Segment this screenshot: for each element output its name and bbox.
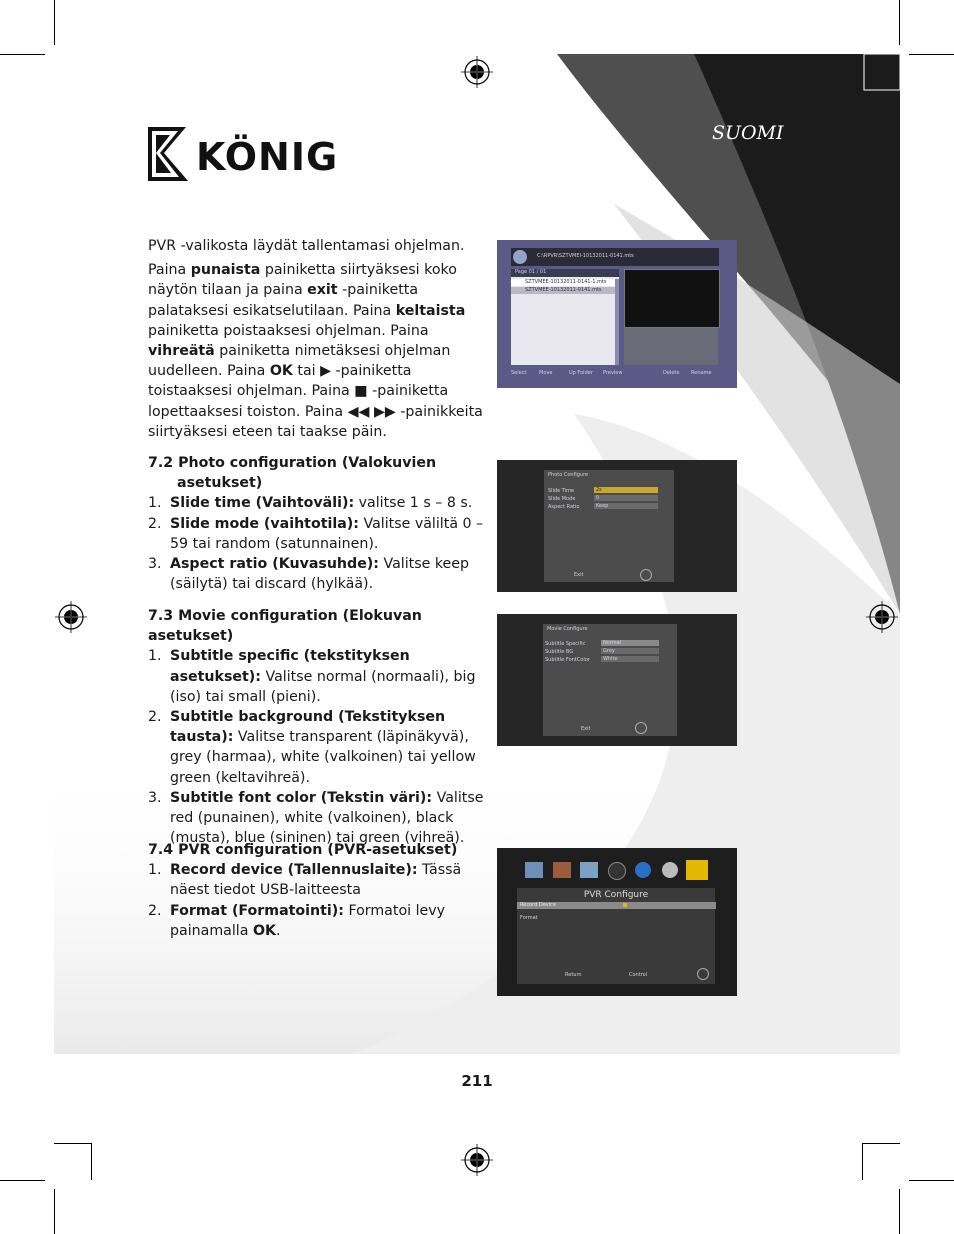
section-photo-config — [148, 453, 493, 594]
movie-config-screenshot — [497, 614, 737, 746]
file-list — [511, 269, 619, 365]
slide-mode-value: 0 — [594, 495, 658, 501]
path-text: C:\RPVR\SZTVMEI-10132011-0141.mts — [537, 253, 634, 259]
page-number: 211 — [461, 1072, 493, 1090]
panel-title: Photo Configure — [548, 472, 589, 478]
section-movie-config — [148, 606, 488, 848]
list-item: 2. Slide mode (vaihtotila): Valitse väliltä 0 – 59 tai random (satunnainen). — [148, 515, 484, 552]
list-item: 2. Format (Formatointi): Formatoi levy painamalla OK. — [148, 902, 446, 939]
crop-mark — [899, 0, 900, 45]
intro-p1: PVR -valikosta läydät tallentamasi ohjelman. — [148, 238, 465, 254]
footer-return: Return — [565, 972, 582, 978]
folder-icon — [513, 250, 527, 264]
info-panel — [624, 328, 718, 365]
list-item: 3. Subtitle font color (Tekstin väri): Valitse red (punainen), white (valkoinen), black (musta), blue (sininen) tai green (vihreä). — [148, 789, 484, 847]
subtitle-specific-value: Normal — [601, 640, 659, 646]
crop-mark — [0, 1180, 45, 1181]
crop-mark — [54, 0, 55, 45]
clock-icon — [608, 862, 626, 880]
footer-hints: Select Move Up Folder Preview Delete Rename — [511, 370, 712, 376]
intro-text — [148, 236, 493, 446]
footer-exit: Exit — [581, 726, 591, 732]
crop-mark — [862, 1143, 863, 1180]
config-panel: Photo Configure Slide Time 2s Slide Mode 0 Aspect Ratio Keep Exit — [544, 470, 674, 582]
list-item: 1. Record device (Tallennuslaite): Tässä näest tiedot USB-laitteesta — [148, 862, 462, 899]
scrollbar — [615, 279, 619, 365]
subtitle-fontcolor-value: White — [601, 656, 659, 662]
globe-icon — [635, 862, 651, 878]
crop-mark — [909, 54, 954, 55]
crop-mark — [909, 1180, 954, 1181]
crop-mark — [91, 1143, 92, 1180]
slide-time-value: 2s — [594, 487, 658, 493]
navigation-icon — [697, 968, 709, 980]
registration-mark-icon — [461, 1144, 493, 1176]
list-item: 1. Slide time (Vaihtoväli): valitse 1 s – 8 s. — [148, 495, 473, 512]
page-indicator: Page 01 / 01 — [511, 269, 619, 277]
brand-name: KÖNIG — [196, 135, 339, 179]
registration-mark-icon — [461, 56, 493, 88]
navigation-icon — [640, 569, 652, 581]
panel-title: Movie Configure — [547, 626, 588, 632]
record-device-row: Record Device — [517, 902, 716, 909]
config-panel: Movie Configure Subtitle Specific Normal Subtitle BG Grey Subtitle FontColor White Exit — [543, 624, 677, 736]
panel-title: PVR Configure — [583, 890, 649, 900]
language-label: SUOMI — [712, 122, 784, 144]
footer-control: Control — [629, 972, 648, 978]
crop-mark — [54, 1189, 55, 1234]
intro-p2: Paina punaista painiketta siirtyäksesi koko näytön tilaan ja paina exit -painiketta palataksesi esikatselutilaan. Paina keltaista painiketta poistaaksesi ohjelman. Paina vihreätä painiketta nimetäksesi ohjelman uudelleen. Paina OK tai ▶ -painiketta toistaaksesi ohjelman. Paina ■ -painiketta lopettaaksesi toiston. Paina ◀◀ ▶▶ -painikkeita siirtyäksesi eteen tai taakse päin. — [148, 262, 483, 440]
crop-mark — [899, 1189, 900, 1234]
crop-mark — [0, 54, 45, 55]
format-row: Format — [520, 915, 538, 921]
image-icon — [580, 862, 598, 878]
config-panel — [517, 888, 715, 984]
file-item: SZTVMEE-10132011-0141.mts — [511, 287, 615, 294]
menu-icon-strip — [517, 860, 717, 882]
registration-mark-icon — [866, 601, 898, 633]
konig-logo — [148, 127, 353, 185]
pvr-config-screenshot — [497, 848, 737, 996]
photo-config-screenshot — [497, 460, 737, 592]
path-bar — [511, 248, 719, 266]
list-item: 2. Subtitle background (Tekstityksen tausta): Valitse transparent (läpinäkyvä), grey (harmaa), white (valkoinen) tai yellow green (keltavihreä). — [148, 709, 476, 786]
file-item: SZTVMEE-10132011-0141-1.mts — [511, 279, 615, 286]
preview-window — [624, 269, 720, 328]
list-item: 1. Subtitle specific (tekstityksen asetukset): Valitse normal (normaali), big (iso) tai small (pieni). — [148, 648, 476, 705]
footer-exit: Exit — [574, 572, 584, 578]
pvr-icon[interactable] — [686, 860, 708, 880]
crop-mark — [54, 1143, 91, 1144]
section-heading-cont: asetukset) — [177, 475, 263, 492]
disc-icon — [662, 862, 678, 878]
section-pvr-config — [148, 840, 488, 941]
section-heading: 7.3 Movie configuration (Elokuvan asetukset) — [148, 608, 422, 645]
navigation-icon — [635, 722, 647, 734]
registration-mark-icon — [55, 601, 87, 633]
section-heading: 7.4 PVR configuration (PVR-asetukset) — [148, 842, 458, 858]
selection-marker — [623, 903, 627, 907]
list-item: 3. Aspect ratio (Kuvasuhde): Valitse keep (säilytä) tai discard (hylkää). — [148, 556, 470, 593]
pvr-browser-screenshot — [497, 240, 737, 388]
subtitle-bg-value: Grey — [601, 648, 659, 654]
picture-icon — [525, 862, 543, 878]
section-heading: 7.2 Photo configuration (Valokuvien — [148, 455, 437, 471]
aspect-ratio-value: Keep — [594, 503, 658, 509]
crop-mark — [862, 1143, 900, 1144]
photo-icon — [553, 862, 571, 878]
